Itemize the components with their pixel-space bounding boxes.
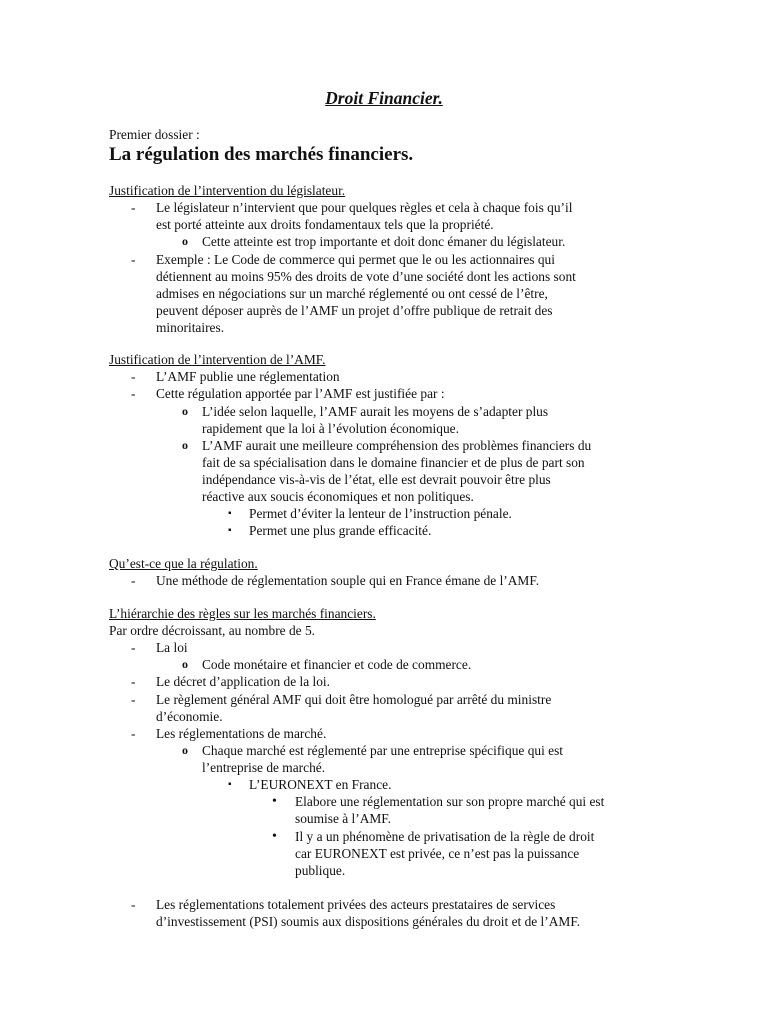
text-line: Le décret d’application de la loi. [156, 674, 330, 689]
text-line: d’économie. [156, 709, 223, 724]
section-heading-regulation: Qu’est-ce que la régulation. [109, 556, 258, 571]
circle-bullet: o [182, 743, 188, 757]
text-line: L’AMF publie une réglementation [156, 369, 340, 384]
text-line: Exemple : Le Code de commerce qui permet que le ou les actionnaires qui [156, 252, 555, 267]
text-line: Cette atteinte est trop importante et doit donc émaner du législateur. [202, 234, 566, 249]
round-bullet: • [272, 794, 277, 809]
square-bullet: ▪ [228, 508, 232, 519]
text-line: minoritaires. [156, 320, 225, 335]
section-heading-amf: Justification de l’intervention de l’AMF. [109, 352, 326, 367]
text-line: réactive aux soucis économiques et non politiques. [202, 489, 474, 504]
text-line: admises en négociations sur un marché réglementé ou ont cessé de l’être, [156, 286, 548, 301]
dash-bullet: - [131, 692, 136, 707]
text-line: L’EURONEXT en France. [249, 777, 392, 792]
circle-bullet: o [182, 657, 188, 671]
circle-bullet: o [182, 438, 188, 452]
text-line: Le législateur n’intervient que pour quelques règles et cela à chaque fois qu’il [156, 200, 573, 215]
dash-bullet: - [131, 200, 136, 215]
text-line: peuvent déposer auprès de l’AMF un projet d’offre publique de retrait des [156, 303, 553, 318]
text-line: Les réglementations de marché. [156, 726, 327, 741]
dash-bullet: - [131, 640, 136, 655]
dash-bullet: - [131, 897, 136, 912]
text-line: d’investissement (PSI) soumis aux dispositions générales du droit et de l’AMF. [156, 914, 581, 929]
text-line: Permet d’éviter la lenteur de l’instruction pénale. [249, 506, 512, 521]
text-line: Par ordre décroissant, au nombre de 5. [109, 623, 315, 638]
circle-bullet: o [182, 234, 188, 248]
dash-bullet: - [131, 386, 136, 401]
text-line: L’AMF aurait une meilleure compréhension des problèmes financiers du [202, 438, 592, 453]
text-line: car EURONEXT est privée, ce n’est pas la puissance [295, 846, 580, 861]
text-line: L’idée selon laquelle, l’AMF aurait les moyens de s’adapter plus [202, 404, 549, 419]
dash-bullet: - [131, 573, 136, 588]
circle-bullet: o [182, 404, 188, 418]
text-line: est porté atteinte aux droits fondamentaux tels que la propriété. [156, 217, 494, 232]
dash-bullet: - [131, 726, 136, 741]
text-line: fait de sa spécialisation dans le domaine financier et de plus de part son [202, 455, 585, 470]
text-line: Le règlement général AMF qui doit être homologué par arrêté du ministre [156, 692, 552, 707]
round-bullet: • [272, 829, 277, 844]
text-line: Une méthode de réglementation souple qui en France émane de l’AMF. [156, 573, 540, 588]
text-line: soumise à l’AMF. [295, 811, 392, 826]
dossier-label: Premier dossier : [109, 127, 200, 142]
text-line: Il y a un phénomène de privatisation de la règle de droit [295, 829, 595, 844]
dash-bullet: - [131, 369, 136, 384]
text-line: Permet une plus grande efficacité. [249, 523, 432, 538]
square-bullet: ▪ [228, 779, 232, 790]
section-heading-legislateur: Justification de l’intervention du législateur. [109, 183, 346, 198]
text-line: Elabore une réglementation sur son propre marché qui est [295, 794, 605, 809]
text-line: publique. [295, 863, 346, 878]
dash-bullet: - [131, 674, 136, 689]
text-line: l’entreprise de marché. [202, 760, 326, 775]
text-line: Chaque marché est réglementé par une entreprise spécifique qui est [202, 743, 564, 758]
text-line: Code monétaire et financier et code de commerce. [202, 657, 472, 672]
section-heading-hierarchie: L’hiérarchie des règles sur les marchés financiers. [109, 606, 376, 621]
document-title: Droit Financier. [325, 88, 443, 108]
text-line: Les réglementations totalement privées des acteurs prestataires de services [156, 897, 556, 912]
main-heading: La régulation des marchés financiers. [109, 144, 414, 165]
text-line: rapidement que la loi à l’évolution économique. [202, 421, 459, 436]
text-line: La loi [156, 640, 188, 655]
text-line: détiennent au moins 95% des droits de vote d’une société dont les actions sont [156, 269, 576, 284]
square-bullet: ▪ [228, 525, 232, 536]
text-line: Cette régulation apportée par l’AMF est justifiée par : [156, 386, 445, 401]
text-line: indépendance vis-à-vis de l’état, elle est devrait pouvoir être plus [202, 472, 551, 487]
dash-bullet: - [131, 252, 136, 267]
